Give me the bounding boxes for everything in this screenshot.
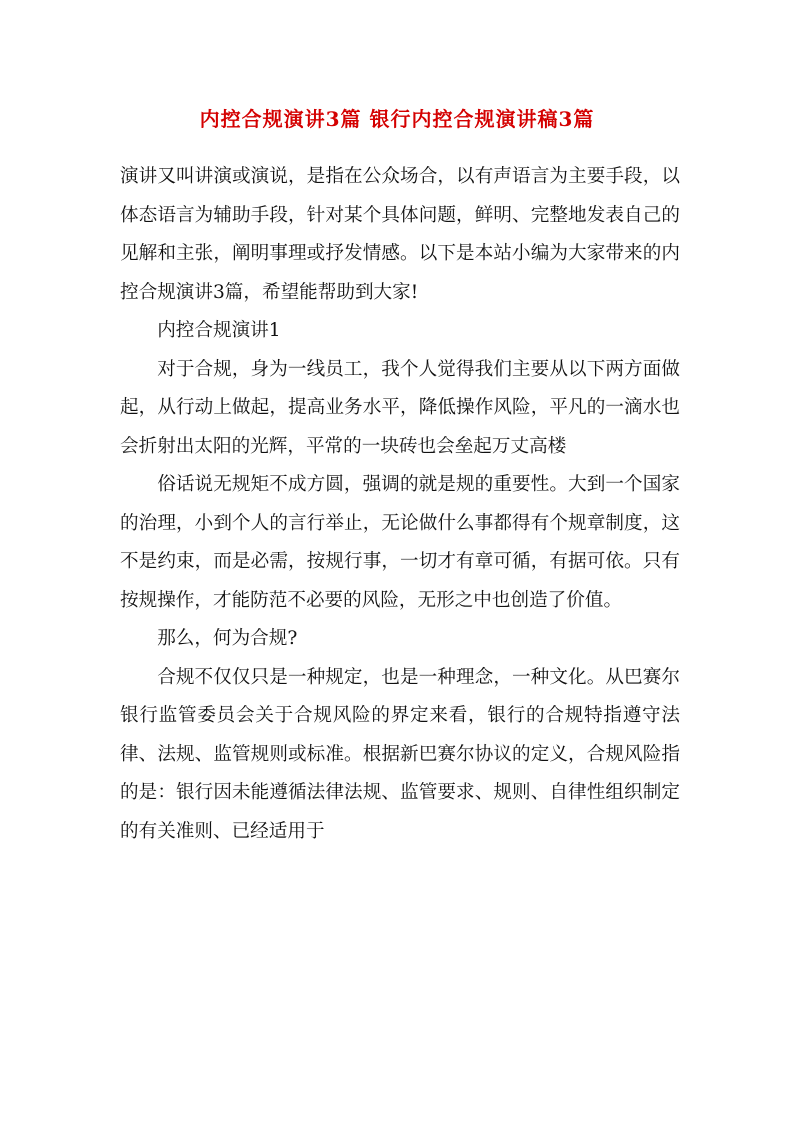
body-paragraph: 俗话说无规矩不成方圆，强调的就是规的重要性。大到一个国家的治理，小到个人的言行举止，无论做什么事都得有个规章制度，这不是约束，而是必需，按规行事，一切才有章可循，有据可依。只有按规操作，才能防范不必要的风险，无形之中也创造了价值。 <box>120 474 680 611</box>
body-paragraph: 合规不仅仅只是一种规定，也是一种理念，一种文化。从巴赛尔银行监管委员会关于合规风险的界定来看，银行的合规特指遵守法律、法规、监管规则或标准。根据新巴赛尔协议的定义，合规风险指的是：银行因未能遵循法律法规、监管要求、规则、自律性组织制定的有关准则、已经适用于 <box>120 666 680 842</box>
section-heading: 内控合规演讲1 <box>157 320 281 341</box>
intro-paragraph: 演讲又叫讲演或演说，是指在公众场合，以有声语言为主要手段，以体态语言为辅助手段，针对某个具体问题，鲜明、完整地发表自己的见解和主张，阐明事理或抒发情感。以下是本站小编为大家带来的内控合规演讲3篇，希望能帮助到大家! <box>120 166 680 303</box>
question-line: 那么，何为合规? <box>157 628 298 649</box>
document-body <box>120 158 680 851</box>
body-paragraph: 对于合规，身为一线员工，我个人觉得我们主要从以下两方面做起，从行动上做起，提高业务水平，降低操作风险，平凡的一滴水也会折射出太阳的光辉，平常的一块砖也会垒起万丈高楼 <box>120 358 680 457</box>
document-title: 内控合规演讲3篇 银行内控合规演讲稿3篇 <box>199 107 595 131</box>
